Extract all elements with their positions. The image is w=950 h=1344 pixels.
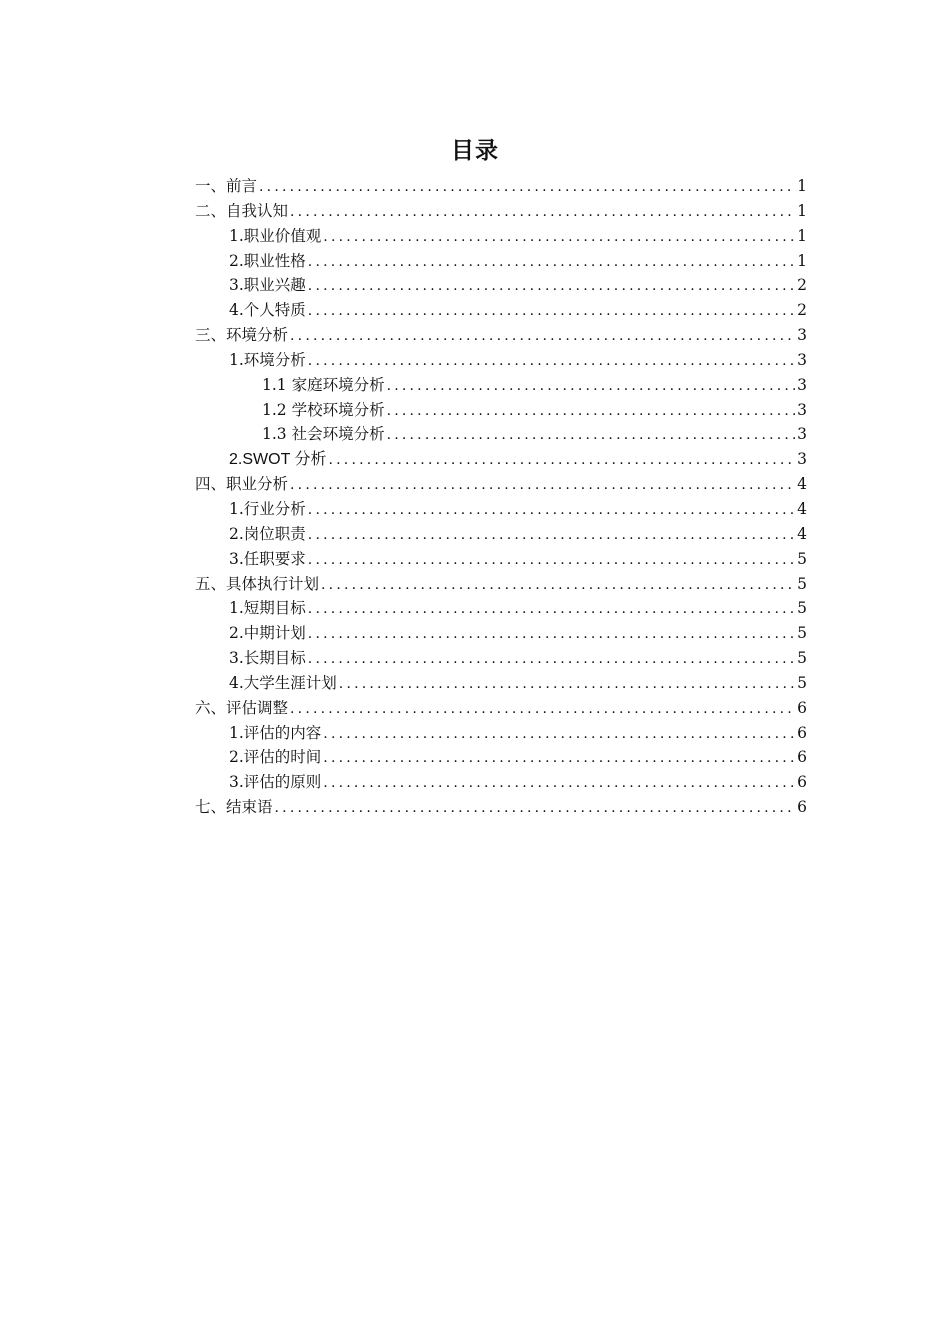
toc-entry[interactable] <box>195 497 807 522</box>
toc-entry-label: 四、职业分析 <box>195 475 289 494</box>
toc-entry-label: 1.1 家庭环境分析 <box>262 375 385 394</box>
toc-entry[interactable] <box>195 224 807 249</box>
toc-page-number: 4 <box>797 499 807 518</box>
toc-page-number: 3 <box>797 326 807 345</box>
toc-dot-leader <box>306 274 795 298</box>
toc-entry[interactable] <box>195 596 807 621</box>
toc-entry-label: 2.岗位职责 <box>229 524 306 543</box>
toc-page-number: 1 <box>797 201 807 220</box>
toc-entry[interactable] <box>195 621 807 646</box>
toc-page-number: 3 <box>797 375 807 394</box>
toc-dot-leader <box>337 672 795 696</box>
toc-dot-leader <box>321 771 795 795</box>
toc-entry[interactable] <box>195 174 807 199</box>
toc-dot-leader <box>306 622 795 646</box>
toc-page-number: 5 <box>797 574 807 593</box>
toc-entry[interactable] <box>195 721 807 746</box>
toc-entry[interactable] <box>195 273 807 298</box>
toc-entry-label: 3.评估的原则 <box>229 773 322 792</box>
toc-page-number: 5 <box>797 649 807 668</box>
toc-dot-leader <box>319 573 795 597</box>
toc-entry[interactable] <box>195 398 807 423</box>
toc-entry-label: 3.职业兴趣 <box>229 276 306 295</box>
toc-page-number: 1 <box>797 226 807 245</box>
toc-entry[interactable] <box>195 323 807 348</box>
toc-dot-leader <box>321 722 795 746</box>
toc-entry-label: 二、自我认知 <box>195 201 289 220</box>
toc-entry-label: 三、环境分析 <box>195 326 289 345</box>
toc-page-number: 6 <box>797 723 807 742</box>
toc-entry[interactable] <box>195 696 807 721</box>
toc-entry[interactable] <box>195 671 807 696</box>
toc-dot-leader <box>257 175 795 199</box>
toc-dot-leader <box>288 697 795 721</box>
toc-dot-leader <box>327 448 796 472</box>
toc-page-number: 4 <box>797 524 807 543</box>
toc-entry[interactable] <box>195 422 807 447</box>
toc-entry-label: 2.SWOT 分析 <box>229 451 327 469</box>
toc-dot-leader <box>306 498 795 522</box>
toc-page-number: 3 <box>797 425 807 444</box>
table-of-contents <box>195 174 807 820</box>
toc-page-number: 6 <box>797 798 807 817</box>
toc-page-number: 2 <box>797 276 807 295</box>
toc-entry-label: 五、具体执行计划 <box>195 574 320 593</box>
toc-entry-label: 一、前言 <box>195 177 258 195</box>
toc-entry[interactable] <box>195 199 807 224</box>
toc-entry[interactable] <box>195 298 807 323</box>
toc-entry-label: 4.大学生涯计划 <box>229 673 337 692</box>
toc-page-number: 6 <box>797 698 807 717</box>
toc-entry[interactable] <box>195 522 807 547</box>
toc-entry-label: 1.行业分析 <box>229 499 306 518</box>
toc-page-number: 1 <box>797 251 807 270</box>
toc-page-number: 5 <box>797 624 807 643</box>
toc-entry-label: 六、评估调整 <box>195 698 289 717</box>
toc-entry-label: 3.长期目标 <box>229 649 306 668</box>
toc-entry[interactable] <box>195 249 807 274</box>
toc-entry-label: 1.评估的内容 <box>229 723 322 742</box>
toc-dot-leader <box>273 796 796 820</box>
toc-dot-leader <box>321 225 795 249</box>
toc-entry[interactable] <box>195 770 807 795</box>
toc-dot-leader <box>306 548 795 572</box>
toc-entry-label: 1.2 学校环境分析 <box>262 400 385 419</box>
toc-page-number: 1 <box>797 177 807 195</box>
toc-entry[interactable] <box>195 547 807 572</box>
toc-dot-leader <box>288 324 795 348</box>
toc-entry-label: 1.环境分析 <box>229 350 306 369</box>
toc-page-number: 2 <box>797 301 807 320</box>
toc-entry[interactable] <box>195 447 807 472</box>
toc-page-number: 4 <box>797 475 807 494</box>
toc-entry[interactable] <box>195 795 807 820</box>
toc-dot-leader <box>306 597 795 621</box>
toc-entry-label: 1.短期目标 <box>229 599 306 618</box>
toc-entry-label: 4.个人特质 <box>229 301 306 320</box>
toc-page-number: 6 <box>797 773 807 792</box>
toc-entry-label: 2.中期计划 <box>229 624 306 643</box>
toc-entry[interactable] <box>195 745 807 770</box>
toc-entry-label: 2.评估的时间 <box>229 748 322 767</box>
toc-entry-label: 七、结束语 <box>195 798 273 817</box>
toc-entry-label: 2.职业性格 <box>229 251 306 270</box>
toc-entry-label: 1.职业价值观 <box>229 226 322 245</box>
toc-dot-leader <box>306 349 795 373</box>
toc-dot-leader <box>306 523 795 547</box>
toc-entry[interactable] <box>195 373 807 398</box>
toc-dot-leader <box>306 299 795 323</box>
toc-entry-label: 3.任职要求 <box>229 549 306 568</box>
toc-page-number: 3 <box>797 350 807 369</box>
toc-entry[interactable] <box>195 572 807 597</box>
toc-dot-leader <box>306 250 795 274</box>
toc-page-number: 3 <box>797 450 807 469</box>
toc-entry-label: 1.3 社会环境分析 <box>262 425 385 444</box>
toc-page-number: 5 <box>797 673 807 692</box>
toc-page-number: 3 <box>797 400 807 419</box>
toc-dot-leader <box>288 473 795 497</box>
toc-dot-leader <box>288 200 795 224</box>
toc-page-number: 6 <box>797 748 807 767</box>
toc-entry[interactable] <box>195 646 807 671</box>
toc-page-number: 5 <box>797 549 807 568</box>
toc-dot-leader <box>385 423 796 447</box>
toc-entry[interactable] <box>195 472 807 497</box>
toc-dot-leader <box>306 647 795 671</box>
toc-dot-leader <box>385 399 796 423</box>
toc-entry[interactable] <box>195 348 807 373</box>
toc-title: 目录 <box>451 138 499 164</box>
toc-dot-leader <box>321 746 795 770</box>
toc-page-number: 5 <box>797 599 807 618</box>
toc-dot-leader <box>385 374 796 398</box>
